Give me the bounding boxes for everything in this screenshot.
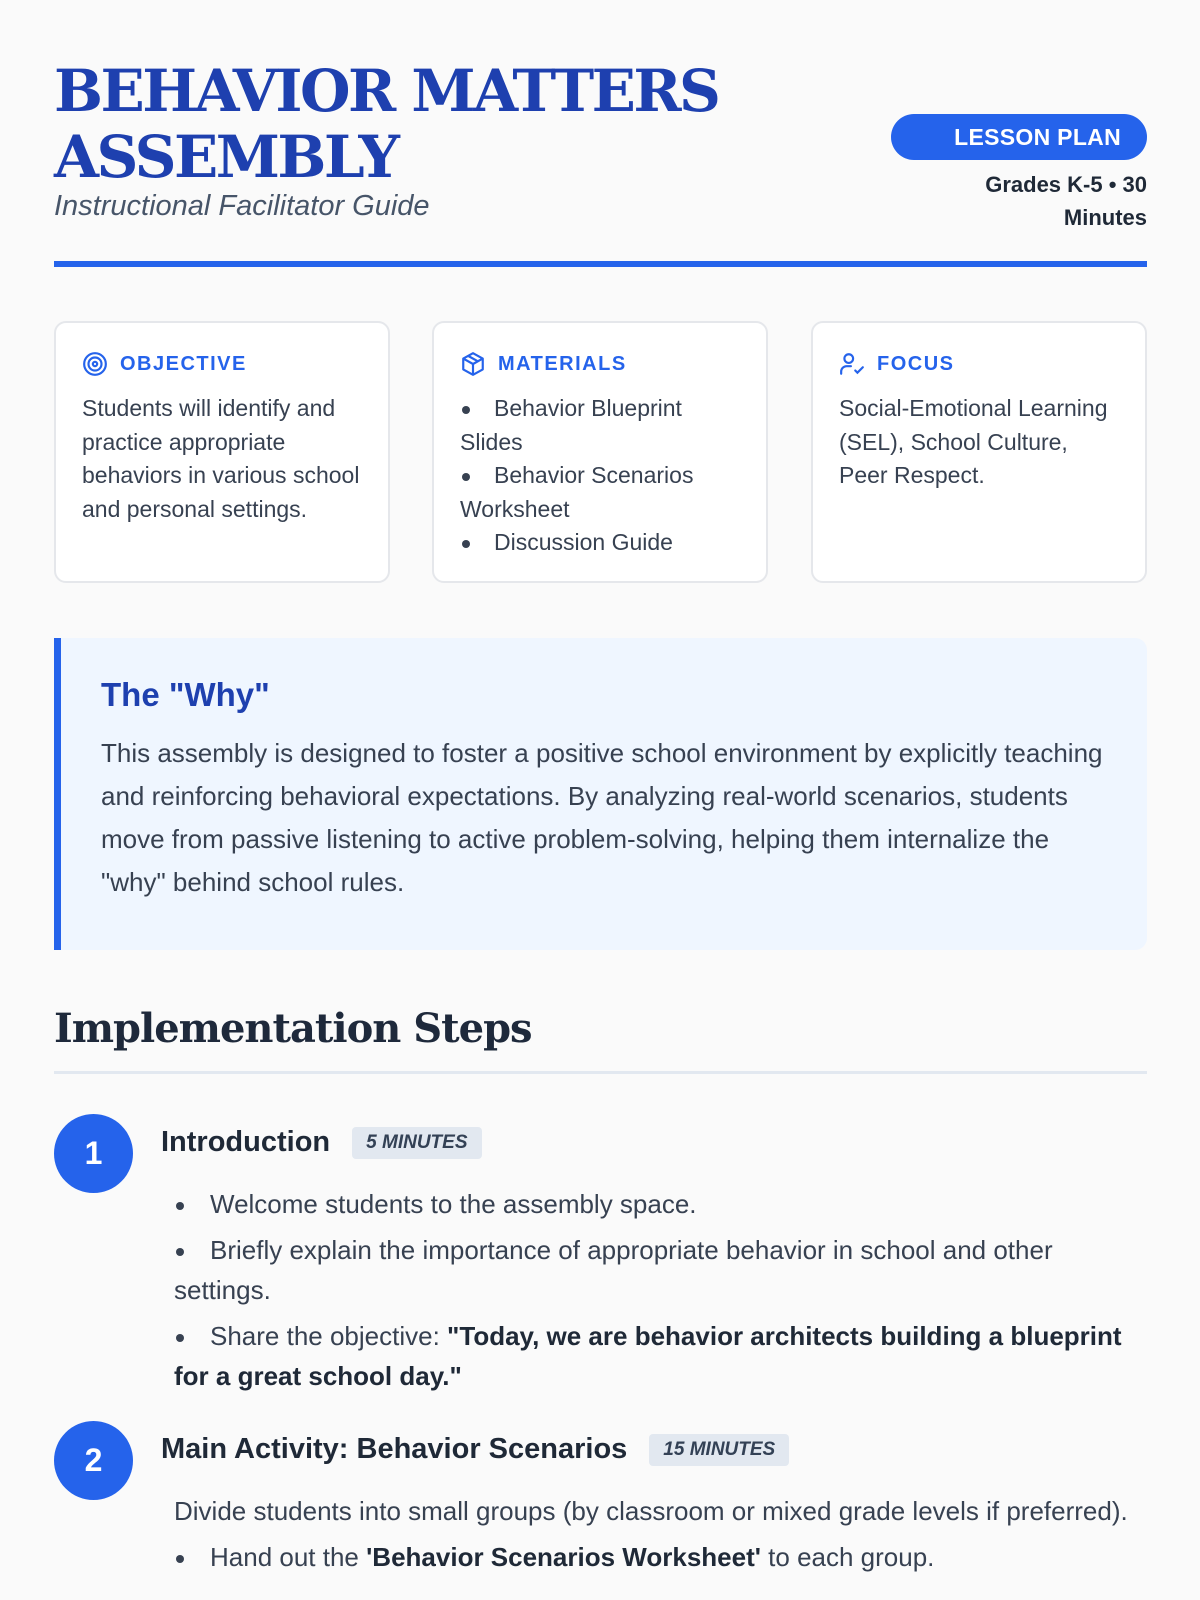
- handout-suffix: to each group.: [760, 1542, 935, 1572]
- duration-badge: 15 MINUTES: [649, 1434, 789, 1466]
- objective-card: [54, 321, 390, 583]
- why-title: The "Why": [101, 676, 270, 713]
- materials-label: MATERIALS: [498, 352, 627, 375]
- step-number: 1: [54, 1114, 133, 1193]
- list-item: Welcome students to the assembly space.: [174, 1184, 1147, 1224]
- materials-item: Behavior Blueprint Slides: [460, 392, 740, 459]
- implementation-steps-heading: Implementation Steps: [54, 1005, 532, 1052]
- why-text: This assembly is designed to foster a positive school environment by explicitly teaching and reinforcing behavioral expectations. By analyzing real-world scenarios, students move from passive listening to active problem-solving, helping them internalize the "why" behind school rules.: [101, 738, 1103, 897]
- step-title: Main Activity: Behavior Scenarios: [161, 1433, 628, 1465]
- objective-quote: "Today, we are behavior architects building a blueprint for a great school day.": [174, 1321, 1122, 1391]
- objective-prefix: Share the objective:: [210, 1321, 448, 1351]
- lesson-plan-badge: LESSON PLAN: [891, 114, 1147, 160]
- step-title: Introduction: [161, 1126, 331, 1158]
- step-number: 2: [54, 1421, 133, 1500]
- target-icon: [82, 351, 108, 377]
- objective-label: OBJECTIVE: [120, 352, 247, 375]
- page-title: BEHAVIOR MATTERS ASSEMBLY: [54, 57, 719, 191]
- package-icon: [460, 351, 486, 377]
- focus-text: Social-Emotional Learning (SEL), School Culture, Peer Respect.: [839, 395, 1108, 488]
- step-bullets: [174, 1184, 1147, 1396]
- step-bullets: [174, 1537, 1147, 1577]
- materials-item: Discussion Guide: [460, 526, 740, 560]
- handout-bold: 'Behavior Scenarios Worksheet': [366, 1542, 761, 1572]
- step-intro: Divide students into small groups (by classroom or mixed grade levels if preferred).: [174, 1496, 1128, 1526]
- section-divider: [54, 1071, 1147, 1074]
- user-check-icon: [839, 351, 865, 377]
- list-item: [174, 1537, 1147, 1577]
- materials-item: Behavior Scenarios Worksheet: [460, 459, 740, 526]
- header-divider: [54, 261, 1147, 267]
- materials-list: [460, 392, 740, 560]
- list-item: Briefly explain the importance of appropriate behavior in school and other settings.: [174, 1230, 1147, 1310]
- objective-text: Students will identify and practice appropriate behaviors in various school and personal settings.: [82, 395, 360, 522]
- list-item: [174, 1316, 1147, 1396]
- focus-label: FOCUS: [877, 352, 955, 375]
- info-cards: [54, 321, 1147, 583]
- duration-badge: 5 MINUTES: [352, 1127, 481, 1159]
- why-callout: [54, 638, 1147, 950]
- grade-duration-meta: Grades K-5 • 30 Minutes: [985, 172, 1147, 230]
- page-subtitle: Instructional Facilitator Guide: [54, 190, 430, 222]
- materials-card: [432, 321, 768, 583]
- handout-prefix: Hand out the: [210, 1542, 367, 1572]
- focus-card: [811, 321, 1147, 583]
